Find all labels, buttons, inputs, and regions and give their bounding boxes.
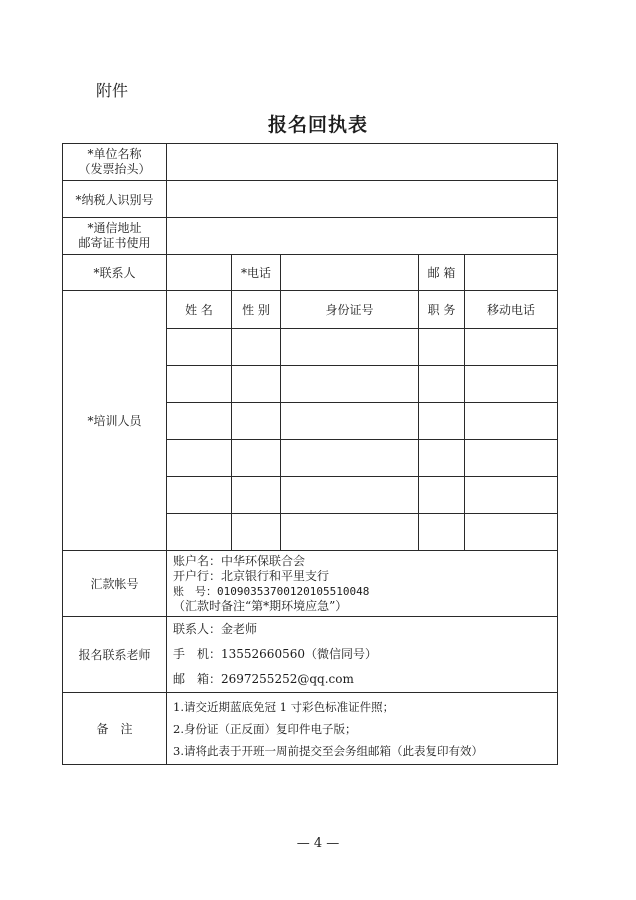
remarks-label: 备 注 xyxy=(63,693,167,765)
email-field[interactable] xyxy=(465,255,558,291)
phone-field[interactable] xyxy=(281,255,419,291)
trainee-mobile-cell[interactable] xyxy=(465,403,558,440)
trainee-id-cell[interactable] xyxy=(281,477,419,514)
trainee-name-cell[interactable] xyxy=(167,440,232,477)
account-name: 账户名：中华环保联合会 xyxy=(173,553,306,568)
bank-name: 开户行：北京银行和平里支行 xyxy=(173,568,330,583)
remark-item: 2.身份证（正反面）复印件电子版； xyxy=(173,721,357,736)
trainee-id-cell[interactable] xyxy=(281,440,419,477)
trainee-name-cell[interactable] xyxy=(167,477,232,514)
taxpayer-id-label: *纳税人识别号 xyxy=(63,181,167,218)
trainee-id-cell[interactable] xyxy=(281,329,419,366)
trainee-gender-cell[interactable] xyxy=(232,477,281,514)
trainee-name-cell[interactable] xyxy=(167,403,232,440)
remittance-info xyxy=(167,551,558,617)
remarks-list xyxy=(167,693,558,765)
teacher-email: 邮 箱：2697255252@qq.com xyxy=(173,672,354,686)
trainee-gender-cell[interactable] xyxy=(232,366,281,403)
trainee-gender-cell[interactable] xyxy=(232,514,281,551)
trainee-id-cell[interactable] xyxy=(281,366,419,403)
contact-label: *联系人 xyxy=(63,255,167,291)
teacher-info xyxy=(167,617,558,693)
column-header-mobile: 移动电话 xyxy=(465,291,558,329)
column-header-position: 职 务 xyxy=(419,291,465,329)
remittance-label: 汇款帐号 xyxy=(63,551,167,617)
contact-field[interactable] xyxy=(167,255,232,291)
trainee-mobile-cell[interactable] xyxy=(465,440,558,477)
trainee-mobile-cell[interactable] xyxy=(465,366,558,403)
unit-name-label: *单位名称 （发票抬头） xyxy=(63,144,167,181)
registration-form-table xyxy=(62,143,558,765)
trainee-gender-cell[interactable] xyxy=(232,403,281,440)
trainees-label: *培训人员 xyxy=(63,291,167,551)
trainee-position-cell[interactable] xyxy=(419,514,465,551)
attachment-label: 附件 xyxy=(96,81,129,100)
column-header-name: 姓 名 xyxy=(167,291,232,329)
trainee-position-cell[interactable] xyxy=(419,366,465,403)
trainee-name-cell[interactable] xyxy=(167,329,232,366)
trainee-position-cell[interactable] xyxy=(419,403,465,440)
unit-name-field[interactable] xyxy=(167,144,558,181)
column-header-id-number: 身份证号 xyxy=(281,291,419,329)
teacher-contact: 联系人：金老师 xyxy=(173,622,258,636)
trainee-mobile-cell[interactable] xyxy=(465,329,558,366)
address-label: *通信地址 邮寄证书使用 xyxy=(63,218,167,255)
column-header-gender: 性 别 xyxy=(232,291,281,329)
remittance-note: （汇款时备注“第*期环境应急”） xyxy=(173,598,348,613)
page-title: 报名回执表 xyxy=(267,114,368,136)
trainee-id-cell[interactable] xyxy=(281,514,419,551)
trainee-id-cell[interactable] xyxy=(281,403,419,440)
remark-item: 1.请交近期蓝底免冠 1 寸彩色标准证件照； xyxy=(173,699,395,714)
teacher-label: 报名联系老师 xyxy=(63,617,167,693)
account-number: 账 号：01090353700120105510048 xyxy=(173,584,370,598)
trainee-position-cell[interactable] xyxy=(419,477,465,514)
page-number: — 4 — xyxy=(296,836,340,851)
trainee-position-cell[interactable] xyxy=(419,329,465,366)
trainee-gender-cell[interactable] xyxy=(232,329,281,366)
taxpayer-id-field[interactable] xyxy=(167,181,558,218)
address-field[interactable] xyxy=(167,218,558,255)
trainee-name-cell[interactable] xyxy=(167,366,232,403)
trainee-mobile-cell[interactable] xyxy=(465,514,558,551)
trainee-position-cell[interactable] xyxy=(419,440,465,477)
teacher-mobile: 手 机：13552660560（微信同号） xyxy=(173,647,377,661)
email-label: 邮 箱 xyxy=(419,255,465,291)
trainee-mobile-cell[interactable] xyxy=(465,477,558,514)
trainee-name-cell[interactable] xyxy=(167,514,232,551)
remark-item: 3.请将此表于开班一周前提交至会务组邮箱（此表复印有效） xyxy=(173,743,483,758)
trainee-gender-cell[interactable] xyxy=(232,440,281,477)
phone-label: *电话 xyxy=(232,255,281,291)
